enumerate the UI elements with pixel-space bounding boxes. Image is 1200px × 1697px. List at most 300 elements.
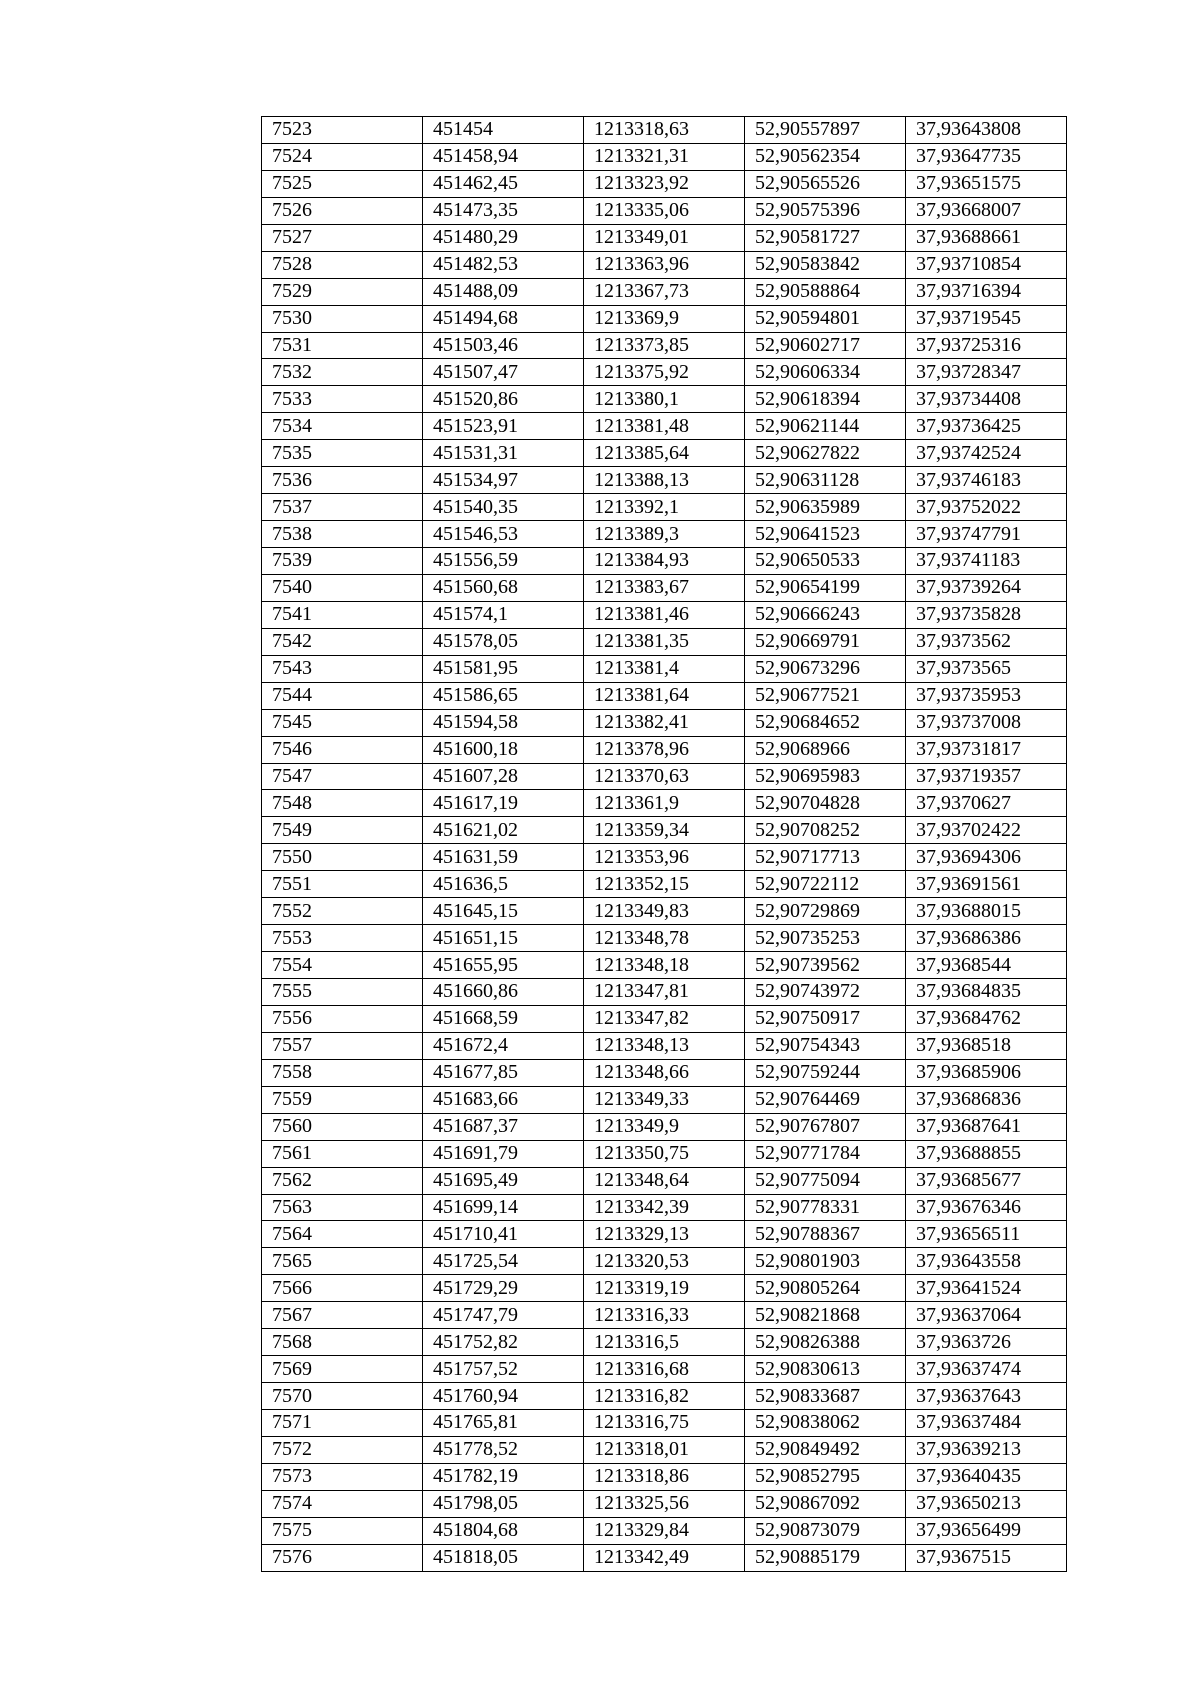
- longitude-cell: 37,9363726: [906, 1329, 1067, 1356]
- table-row: [262, 1140, 1067, 1167]
- x-coordinate-cell: 451752,82: [423, 1329, 584, 1356]
- point-number-cell: 7555: [262, 979, 423, 1006]
- latitude-cell: 52,90801903: [745, 1248, 906, 1275]
- point-number-cell: 7548: [262, 790, 423, 817]
- y-coordinate-cell: 1213349,01: [584, 224, 745, 251]
- latitude-cell: 52,90673296: [745, 655, 906, 682]
- y-coordinate-cell: 1213329,13: [584, 1221, 745, 1248]
- y-coordinate-cell: 1213363,96: [584, 251, 745, 278]
- y-coordinate-cell: 1213318,63: [584, 117, 745, 144]
- latitude-cell: 52,90677521: [745, 682, 906, 709]
- x-coordinate-cell: 451655,95: [423, 952, 584, 979]
- latitude-cell: 52,90669791: [745, 628, 906, 655]
- table-row: [262, 224, 1067, 251]
- table-row: [262, 494, 1067, 521]
- x-coordinate-cell: 451507,47: [423, 359, 584, 386]
- x-coordinate-cell: 451695,49: [423, 1167, 584, 1194]
- y-coordinate-cell: 1213321,31: [584, 143, 745, 170]
- y-coordinate-cell: 1213323,92: [584, 170, 745, 197]
- table-row: [262, 1194, 1067, 1221]
- table-row: [262, 952, 1067, 979]
- point-number-cell: 7536: [262, 467, 423, 494]
- x-coordinate-cell: 451778,52: [423, 1436, 584, 1463]
- point-number-cell: 7576: [262, 1544, 423, 1571]
- table-row: [262, 143, 1067, 170]
- table-row: [262, 1544, 1067, 1571]
- longitude-cell: 37,9368518: [906, 1032, 1067, 1059]
- longitude-cell: 37,93668007: [906, 197, 1067, 224]
- table-row: [262, 305, 1067, 332]
- longitude-cell: 37,93688015: [906, 898, 1067, 925]
- table-row: [262, 574, 1067, 601]
- table-row: [262, 251, 1067, 278]
- x-coordinate-cell: 451636,5: [423, 871, 584, 898]
- longitude-cell: 37,93694306: [906, 844, 1067, 871]
- y-coordinate-cell: 1213353,96: [584, 844, 745, 871]
- x-coordinate-cell: 451454: [423, 117, 584, 144]
- point-number-cell: 7552: [262, 898, 423, 925]
- y-coordinate-cell: 1213381,64: [584, 682, 745, 709]
- point-number-cell: 7569: [262, 1356, 423, 1383]
- y-coordinate-cell: 1213375,92: [584, 359, 745, 386]
- table-row: [262, 898, 1067, 925]
- x-coordinate-cell: 451660,86: [423, 979, 584, 1006]
- y-coordinate-cell: 1213378,96: [584, 736, 745, 763]
- x-coordinate-cell: 451617,19: [423, 790, 584, 817]
- longitude-cell: 37,9368544: [906, 952, 1067, 979]
- point-number-cell: 7530: [262, 305, 423, 332]
- longitude-cell: 37,93686836: [906, 1086, 1067, 1113]
- y-coordinate-cell: 1213348,66: [584, 1059, 745, 1086]
- longitude-cell: 37,93637064: [906, 1302, 1067, 1329]
- latitude-cell: 52,90565526: [745, 170, 906, 197]
- latitude-cell: 52,90602717: [745, 332, 906, 359]
- point-number-cell: 7528: [262, 251, 423, 278]
- table-row: [262, 1032, 1067, 1059]
- point-number-cell: 7550: [262, 844, 423, 871]
- table-row: [262, 628, 1067, 655]
- table-row: [262, 844, 1067, 871]
- latitude-cell: 52,90867092: [745, 1490, 906, 1517]
- x-coordinate-cell: 451586,65: [423, 682, 584, 709]
- table-row: [262, 548, 1067, 575]
- x-coordinate-cell: 451523,91: [423, 413, 584, 440]
- point-number-cell: 7566: [262, 1275, 423, 1302]
- table-row: [262, 1383, 1067, 1410]
- table-row: [262, 682, 1067, 709]
- latitude-cell: 52,90778331: [745, 1194, 906, 1221]
- y-coordinate-cell: 1213367,73: [584, 278, 745, 305]
- x-coordinate-cell: 451798,05: [423, 1490, 584, 1517]
- point-number-cell: 7524: [262, 143, 423, 170]
- longitude-cell: 37,93710854: [906, 251, 1067, 278]
- table-row: [262, 871, 1067, 898]
- latitude-cell: 52,90849492: [745, 1436, 906, 1463]
- longitude-cell: 37,93656511: [906, 1221, 1067, 1248]
- longitude-cell: 37,93639213: [906, 1436, 1067, 1463]
- latitude-cell: 52,90583842: [745, 251, 906, 278]
- longitude-cell: 37,93656499: [906, 1517, 1067, 1544]
- y-coordinate-cell: 1213361,9: [584, 790, 745, 817]
- point-number-cell: 7535: [262, 440, 423, 467]
- point-number-cell: 7549: [262, 817, 423, 844]
- y-coordinate-cell: 1213384,93: [584, 548, 745, 575]
- longitude-cell: 37,93741183: [906, 548, 1067, 575]
- point-number-cell: 7559: [262, 1086, 423, 1113]
- table-row: [262, 467, 1067, 494]
- longitude-cell: 37,93735953: [906, 682, 1067, 709]
- longitude-cell: 37,93637474: [906, 1356, 1067, 1383]
- point-number-cell: 7539: [262, 548, 423, 575]
- table-row: [262, 1275, 1067, 1302]
- latitude-cell: 52,90885179: [745, 1544, 906, 1571]
- latitude-cell: 52,90581727: [745, 224, 906, 251]
- y-coordinate-cell: 1213316,68: [584, 1356, 745, 1383]
- point-number-cell: 7554: [262, 952, 423, 979]
- y-coordinate-cell: 1213381,35: [584, 628, 745, 655]
- table-row: [262, 170, 1067, 197]
- y-coordinate-cell: 1213342,49: [584, 1544, 745, 1571]
- table-row: [262, 1490, 1067, 1517]
- y-coordinate-cell: 1213342,39: [584, 1194, 745, 1221]
- x-coordinate-cell: 451691,79: [423, 1140, 584, 1167]
- point-number-cell: 7540: [262, 574, 423, 601]
- latitude-cell: 52,90767807: [745, 1113, 906, 1140]
- table-row: [262, 601, 1067, 628]
- point-number-cell: 7546: [262, 736, 423, 763]
- latitude-cell: 52,90764469: [745, 1086, 906, 1113]
- point-number-cell: 7553: [262, 925, 423, 952]
- point-number-cell: 7572: [262, 1436, 423, 1463]
- point-number-cell: 7533: [262, 386, 423, 413]
- y-coordinate-cell: 1213369,9: [584, 305, 745, 332]
- longitude-cell: 37,93686386: [906, 925, 1067, 952]
- table-row: [262, 1113, 1067, 1140]
- y-coordinate-cell: 1213348,18: [584, 952, 745, 979]
- table-row: [262, 359, 1067, 386]
- table-row: [262, 1248, 1067, 1275]
- latitude-cell: 52,90838062: [745, 1410, 906, 1437]
- longitude-cell: 37,93725316: [906, 332, 1067, 359]
- latitude-cell: 52,90743972: [745, 979, 906, 1006]
- y-coordinate-cell: 1213392,1: [584, 494, 745, 521]
- latitude-cell: 52,90618394: [745, 386, 906, 413]
- y-coordinate-cell: 1213370,63: [584, 763, 745, 790]
- x-coordinate-cell: 451747,79: [423, 1302, 584, 1329]
- x-coordinate-cell: 451534,97: [423, 467, 584, 494]
- x-coordinate-cell: 451581,95: [423, 655, 584, 682]
- point-number-cell: 7570: [262, 1383, 423, 1410]
- table-row: [262, 1329, 1067, 1356]
- x-coordinate-cell: 451546,53: [423, 521, 584, 548]
- x-coordinate-cell: 451765,81: [423, 1410, 584, 1437]
- latitude-cell: 52,90635989: [745, 494, 906, 521]
- point-number-cell: 7561: [262, 1140, 423, 1167]
- latitude-cell: 52,90739562: [745, 952, 906, 979]
- latitude-cell: 52,90729869: [745, 898, 906, 925]
- y-coordinate-cell: 1213335,06: [584, 197, 745, 224]
- y-coordinate-cell: 1213348,13: [584, 1032, 745, 1059]
- longitude-cell: 37,93747791: [906, 521, 1067, 548]
- point-number-cell: 7525: [262, 170, 423, 197]
- latitude-cell: 52,90759244: [745, 1059, 906, 1086]
- x-coordinate-cell: 451672,4: [423, 1032, 584, 1059]
- latitude-cell: 52,90606334: [745, 359, 906, 386]
- x-coordinate-cell: 451804,68: [423, 1517, 584, 1544]
- y-coordinate-cell: 1213348,78: [584, 925, 745, 952]
- latitude-cell: 52,90588864: [745, 278, 906, 305]
- y-coordinate-cell: 1213359,34: [584, 817, 745, 844]
- y-coordinate-cell: 1213318,01: [584, 1436, 745, 1463]
- latitude-cell: 52,90873079: [745, 1517, 906, 1544]
- table-row: [262, 1517, 1067, 1544]
- longitude-cell: 37,93702422: [906, 817, 1067, 844]
- x-coordinate-cell: 451560,68: [423, 574, 584, 601]
- point-number-cell: 7573: [262, 1463, 423, 1490]
- longitude-cell: 37,93687641: [906, 1113, 1067, 1140]
- point-number-cell: 7523: [262, 117, 423, 144]
- longitude-cell: 37,93752022: [906, 494, 1067, 521]
- latitude-cell: 52,90684652: [745, 709, 906, 736]
- y-coordinate-cell: 1213316,75: [584, 1410, 745, 1437]
- point-number-cell: 7571: [262, 1410, 423, 1437]
- latitude-cell: 52,90704828: [745, 790, 906, 817]
- y-coordinate-cell: 1213349,9: [584, 1113, 745, 1140]
- longitude-cell: 37,93685677: [906, 1167, 1067, 1194]
- table-row: [262, 440, 1067, 467]
- y-coordinate-cell: 1213349,33: [584, 1086, 745, 1113]
- point-number-cell: 7556: [262, 1005, 423, 1032]
- longitude-cell: 37,93731817: [906, 736, 1067, 763]
- x-coordinate-cell: 451473,35: [423, 197, 584, 224]
- y-coordinate-cell: 1213318,86: [584, 1463, 745, 1490]
- longitude-cell: 37,93641524: [906, 1275, 1067, 1302]
- table-row: [262, 1059, 1067, 1086]
- point-number-cell: 7526: [262, 197, 423, 224]
- x-coordinate-cell: 451699,14: [423, 1194, 584, 1221]
- x-coordinate-cell: 451458,94: [423, 143, 584, 170]
- longitude-cell: 37,93739264: [906, 574, 1067, 601]
- latitude-cell: 52,90754343: [745, 1032, 906, 1059]
- y-coordinate-cell: 1213383,67: [584, 574, 745, 601]
- x-coordinate-cell: 451651,15: [423, 925, 584, 952]
- point-number-cell: 7574: [262, 1490, 423, 1517]
- longitude-cell: 37,93637484: [906, 1410, 1067, 1437]
- x-coordinate-cell: 451729,29: [423, 1275, 584, 1302]
- table-row: [262, 979, 1067, 1006]
- y-coordinate-cell: 1213389,3: [584, 521, 745, 548]
- table-row: [262, 655, 1067, 682]
- point-number-cell: 7544: [262, 682, 423, 709]
- longitude-cell: 37,9367515: [906, 1544, 1067, 1571]
- point-number-cell: 7558: [262, 1059, 423, 1086]
- latitude-cell: 52,90627822: [745, 440, 906, 467]
- x-coordinate-cell: 451594,58: [423, 709, 584, 736]
- latitude-cell: 52,90830613: [745, 1356, 906, 1383]
- table-row: [262, 1302, 1067, 1329]
- table-row: [262, 1356, 1067, 1383]
- x-coordinate-cell: 451540,35: [423, 494, 584, 521]
- y-coordinate-cell: 1213381,4: [584, 655, 745, 682]
- y-coordinate-cell: 1213347,82: [584, 1005, 745, 1032]
- y-coordinate-cell: 1213350,75: [584, 1140, 745, 1167]
- latitude-cell: 52,90666243: [745, 601, 906, 628]
- point-number-cell: 7529: [262, 278, 423, 305]
- x-coordinate-cell: 451760,94: [423, 1383, 584, 1410]
- x-coordinate-cell: 451677,85: [423, 1059, 584, 1086]
- point-number-cell: 7541: [262, 601, 423, 628]
- table-row: [262, 386, 1067, 413]
- x-coordinate-cell: 451556,59: [423, 548, 584, 575]
- point-number-cell: 7547: [262, 763, 423, 790]
- longitude-cell: 37,93650213: [906, 1490, 1067, 1517]
- y-coordinate-cell: 1213325,56: [584, 1490, 745, 1517]
- point-number-cell: 7562: [262, 1167, 423, 1194]
- latitude-cell: 52,90654199: [745, 574, 906, 601]
- latitude-cell: 52,90594801: [745, 305, 906, 332]
- point-number-cell: 7575: [262, 1517, 423, 1544]
- latitude-cell: 52,90750917: [745, 1005, 906, 1032]
- latitude-cell: 52,90788367: [745, 1221, 906, 1248]
- point-number-cell: 7534: [262, 413, 423, 440]
- point-number-cell: 7563: [262, 1194, 423, 1221]
- point-number-cell: 7537: [262, 494, 423, 521]
- latitude-cell: 52,90826388: [745, 1329, 906, 1356]
- table-row: [262, 709, 1067, 736]
- longitude-cell: 37,93643558: [906, 1248, 1067, 1275]
- latitude-cell: 52,90771784: [745, 1140, 906, 1167]
- table-row: [262, 790, 1067, 817]
- point-number-cell: 7568: [262, 1329, 423, 1356]
- latitude-cell: 52,90557897: [745, 117, 906, 144]
- x-coordinate-cell: 451607,28: [423, 763, 584, 790]
- longitude-cell: 37,93691561: [906, 871, 1067, 898]
- latitude-cell: 52,90641523: [745, 521, 906, 548]
- table-row: [262, 736, 1067, 763]
- latitude-cell: 52,90562354: [745, 143, 906, 170]
- longitude-cell: 37,93685906: [906, 1059, 1067, 1086]
- longitude-cell: 37,93688855: [906, 1140, 1067, 1167]
- longitude-cell: 37,93640435: [906, 1463, 1067, 1490]
- x-coordinate-cell: 451725,54: [423, 1248, 584, 1275]
- longitude-cell: 37,93742524: [906, 440, 1067, 467]
- y-coordinate-cell: 1213349,83: [584, 898, 745, 925]
- longitude-cell: 37,93684762: [906, 1005, 1067, 1032]
- point-number-cell: 7567: [262, 1302, 423, 1329]
- y-coordinate-cell: 1213316,82: [584, 1383, 745, 1410]
- longitude-cell: 37,93676346: [906, 1194, 1067, 1221]
- latitude-cell: 52,90821868: [745, 1302, 906, 1329]
- table-row: [262, 763, 1067, 790]
- longitude-cell: 37,93735828: [906, 601, 1067, 628]
- point-number-cell: 7531: [262, 332, 423, 359]
- x-coordinate-cell: 451818,05: [423, 1544, 584, 1571]
- point-number-cell: 7538: [262, 521, 423, 548]
- point-number-cell: 7543: [262, 655, 423, 682]
- table-row: [262, 1436, 1067, 1463]
- longitude-cell: 37,93643808: [906, 117, 1067, 144]
- y-coordinate-cell: 1213388,13: [584, 467, 745, 494]
- longitude-cell: 37,93651575: [906, 170, 1067, 197]
- latitude-cell: 52,90695983: [745, 763, 906, 790]
- table-row: [262, 521, 1067, 548]
- x-coordinate-cell: 451462,45: [423, 170, 584, 197]
- table-row: [262, 197, 1067, 224]
- table-row: [262, 278, 1067, 305]
- latitude-cell: 52,90833687: [745, 1383, 906, 1410]
- y-coordinate-cell: 1213380,1: [584, 386, 745, 413]
- longitude-cell: 37,93637643: [906, 1383, 1067, 1410]
- x-coordinate-cell: 451531,31: [423, 440, 584, 467]
- longitude-cell: 37,93734408: [906, 386, 1067, 413]
- x-coordinate-cell: 451503,46: [423, 332, 584, 359]
- point-number-cell: 7557: [262, 1032, 423, 1059]
- x-coordinate-cell: 451520,86: [423, 386, 584, 413]
- point-number-cell: 7532: [262, 359, 423, 386]
- latitude-cell: 52,90717713: [745, 844, 906, 871]
- y-coordinate-cell: 1213316,5: [584, 1329, 745, 1356]
- x-coordinate-cell: 451480,29: [423, 224, 584, 251]
- table-row: [262, 332, 1067, 359]
- latitude-cell: 52,90775094: [745, 1167, 906, 1194]
- x-coordinate-cell: 451482,53: [423, 251, 584, 278]
- table-body: [262, 117, 1067, 1572]
- latitude-cell: 52,90805264: [745, 1275, 906, 1302]
- table-row: [262, 117, 1067, 144]
- table-row: [262, 1410, 1067, 1437]
- point-number-cell: 7527: [262, 224, 423, 251]
- longitude-cell: 37,93736425: [906, 413, 1067, 440]
- longitude-cell: 37,93688661: [906, 224, 1067, 251]
- latitude-cell: 52,90735253: [745, 925, 906, 952]
- latitude-cell: 52,90852795: [745, 1463, 906, 1490]
- y-coordinate-cell: 1213329,84: [584, 1517, 745, 1544]
- x-coordinate-cell: 451494,68: [423, 305, 584, 332]
- x-coordinate-cell: 451687,37: [423, 1113, 584, 1140]
- longitude-cell: 37,93647735: [906, 143, 1067, 170]
- longitude-cell: 37,9373562: [906, 628, 1067, 655]
- table-row: [262, 1221, 1067, 1248]
- table-row: [262, 1167, 1067, 1194]
- point-number-cell: 7565: [262, 1248, 423, 1275]
- x-coordinate-cell: 451710,41: [423, 1221, 584, 1248]
- point-number-cell: 7551: [262, 871, 423, 898]
- y-coordinate-cell: 1213319,19: [584, 1275, 745, 1302]
- latitude-cell: 52,90708252: [745, 817, 906, 844]
- longitude-cell: 37,93719357: [906, 763, 1067, 790]
- table-row: [262, 1005, 1067, 1032]
- point-number-cell: 7545: [262, 709, 423, 736]
- y-coordinate-cell: 1213348,64: [584, 1167, 745, 1194]
- latitude-cell: 52,90631128: [745, 467, 906, 494]
- longitude-cell: 37,9373565: [906, 655, 1067, 682]
- table-row: [262, 1086, 1067, 1113]
- latitude-cell: 52,90650533: [745, 548, 906, 575]
- y-coordinate-cell: 1213382,41: [584, 709, 745, 736]
- y-coordinate-cell: 1213347,81: [584, 979, 745, 1006]
- x-coordinate-cell: 451782,19: [423, 1463, 584, 1490]
- latitude-cell: 52,90722112: [745, 871, 906, 898]
- x-coordinate-cell: 451757,52: [423, 1356, 584, 1383]
- longitude-cell: 37,93728347: [906, 359, 1067, 386]
- y-coordinate-cell: 1213381,46: [584, 601, 745, 628]
- y-coordinate-cell: 1213320,53: [584, 1248, 745, 1275]
- x-coordinate-cell: 451488,09: [423, 278, 584, 305]
- x-coordinate-cell: 451631,59: [423, 844, 584, 871]
- longitude-cell: 37,93746183: [906, 467, 1067, 494]
- x-coordinate-cell: 451621,02: [423, 817, 584, 844]
- x-coordinate-cell: 451645,15: [423, 898, 584, 925]
